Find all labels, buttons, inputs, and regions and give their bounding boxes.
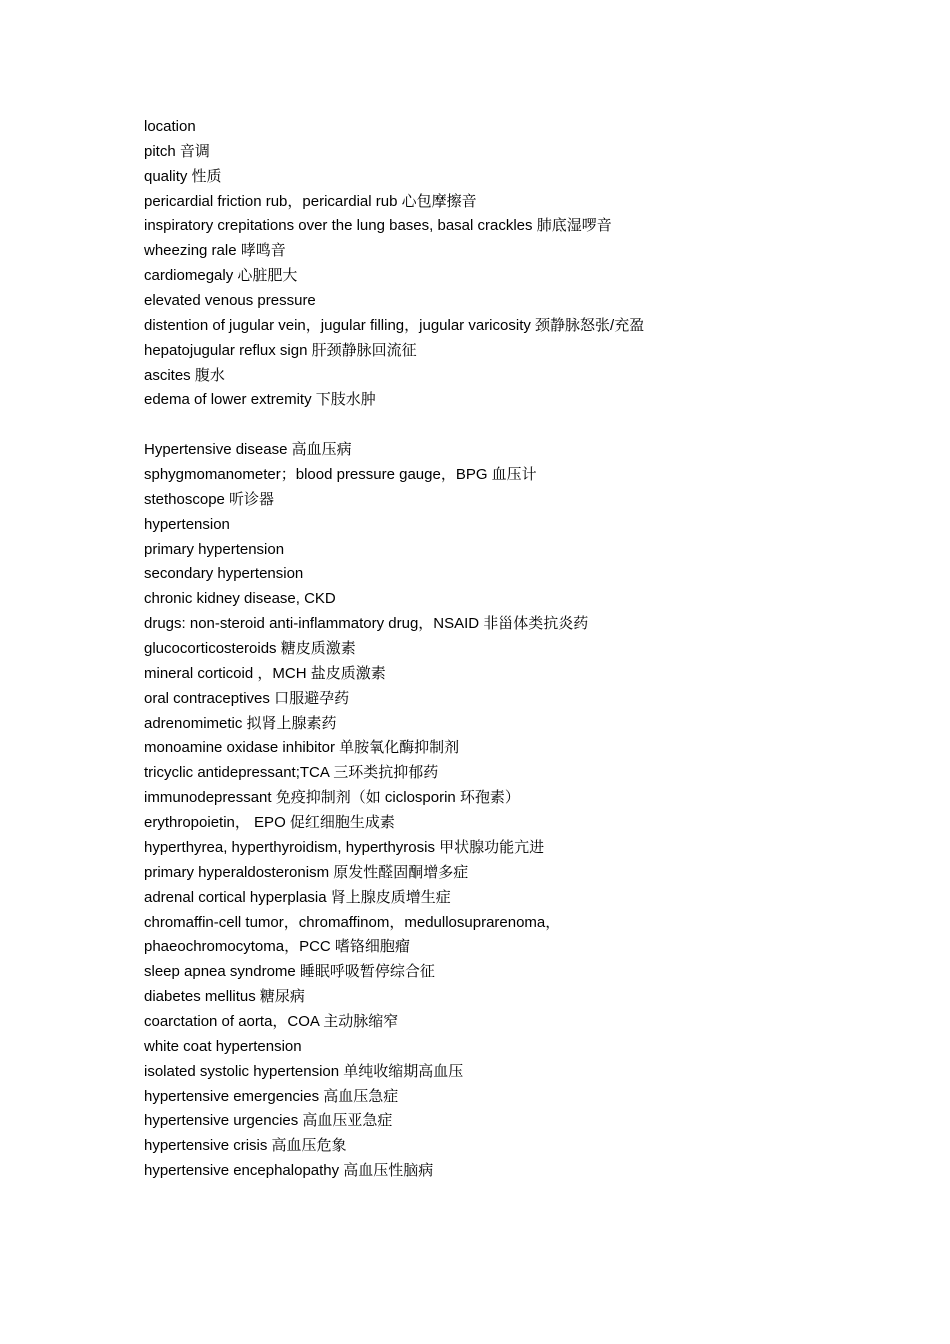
- term-line: primary hyperaldosteronism 原发性醛固酮增多症: [144, 863, 469, 881]
- term-line: pitch 音调: [144, 142, 210, 160]
- term-line: secondary hypertension: [144, 565, 304, 583]
- term-line: diabetes mellitus 糖尿病: [144, 988, 305, 1006]
- term-line: sleep apnea syndrome 睡眠呼吸暂停综合征: [144, 963, 435, 981]
- term-line: hypertension: [144, 515, 230, 533]
- term-line: tricyclic antidepressant;TCA 三环类抗抑郁药: [144, 764, 439, 782]
- term-line: quality 性质: [144, 167, 222, 185]
- term-line: edema of lower extremity 下肢水肿: [144, 391, 376, 409]
- term-line: location: [144, 118, 196, 135]
- term-line: phaeochromocytoma，PCC 嗜铬细胞瘤: [144, 938, 410, 956]
- term-line: ascites 腹水: [144, 366, 225, 384]
- term-line: stethoscope 听诊器: [144, 490, 275, 508]
- term-line: drugs: non-steroid anti-inflammatory drug，NSAID 非甾体类抗炎药: [144, 615, 589, 633]
- term-line: hyperthyrea, hyperthyroidism, hyperthyrosis 甲状腺功能亢进: [144, 838, 545, 856]
- term-line: pericardial friction rub，pericardial rub 心包摩擦音: [144, 192, 477, 210]
- term-line: coarctation of aorta，COA 主动脉缩窄: [144, 1012, 399, 1030]
- term-line: sphygmomanometer；blood pressure gauge，BPG 血压计: [144, 466, 537, 484]
- term-line: cardiomegaly 心脏肥大: [144, 267, 298, 285]
- section-spacer: [144, 413, 904, 438]
- term-line: distention of jugular vein，jugular filling，jugular varicosity 颈静脉怒张/充盈: [144, 316, 645, 334]
- term-line: mineral corticoid ，MCH 盐皮质激素: [144, 664, 386, 682]
- term-line: oral contraceptives 口服避孕药: [144, 689, 350, 707]
- term-line: inspiratory crepitations over the lung bases, basal crackles 肺底湿啰音: [144, 217, 612, 235]
- term-line: hypertensive crisis 高血压危象: [144, 1137, 347, 1155]
- term-line: hepatojugular reflux sign 肝颈静脉回流征: [144, 341, 417, 359]
- term-line: adrenomimetic 拟肾上腺素药: [144, 714, 337, 732]
- term-line: monoamine oxidase inhibitor 单胺氧化酶抑制剂: [144, 739, 460, 757]
- term-line: primary hypertension: [144, 540, 285, 558]
- term-line: hypertensive emergencies 高血压急症: [144, 1087, 399, 1105]
- term-line: white coat hypertension: [144, 1037, 302, 1055]
- term-line: isolated systolic hypertension 单纯收缩期高血压: [144, 1062, 464, 1080]
- term-line: hypertensive urgencies 高血压亚急症: [144, 1112, 393, 1130]
- term-line: glucocorticosteroids 糖皮质激素: [144, 640, 356, 658]
- term-line: hypertensive encephalopathy 高血压性脑病: [144, 1162, 434, 1180]
- term-line: elevated venous pressure: [144, 292, 316, 310]
- term-line: chronic kidney disease, CKD: [144, 590, 336, 608]
- term-line: wheezing rale 哮鸣音: [144, 242, 286, 260]
- term-line: immunodepressant 免疫抑制剂（如 ciclosporin 环孢素）: [144, 789, 520, 807]
- term-line: adrenal cortical hyperplasia 肾上腺皮质增生症: [144, 888, 451, 906]
- term-line: erythropoietin， EPO 促红细胞生成素: [144, 814, 395, 832]
- term-line: chromaffin-cell tumor，chromaffinom，medullosuprarenoma，: [144, 913, 561, 931]
- section-heading: Hypertensive disease 高血压病: [144, 441, 352, 459]
- document-page: [144, 115, 904, 1184]
